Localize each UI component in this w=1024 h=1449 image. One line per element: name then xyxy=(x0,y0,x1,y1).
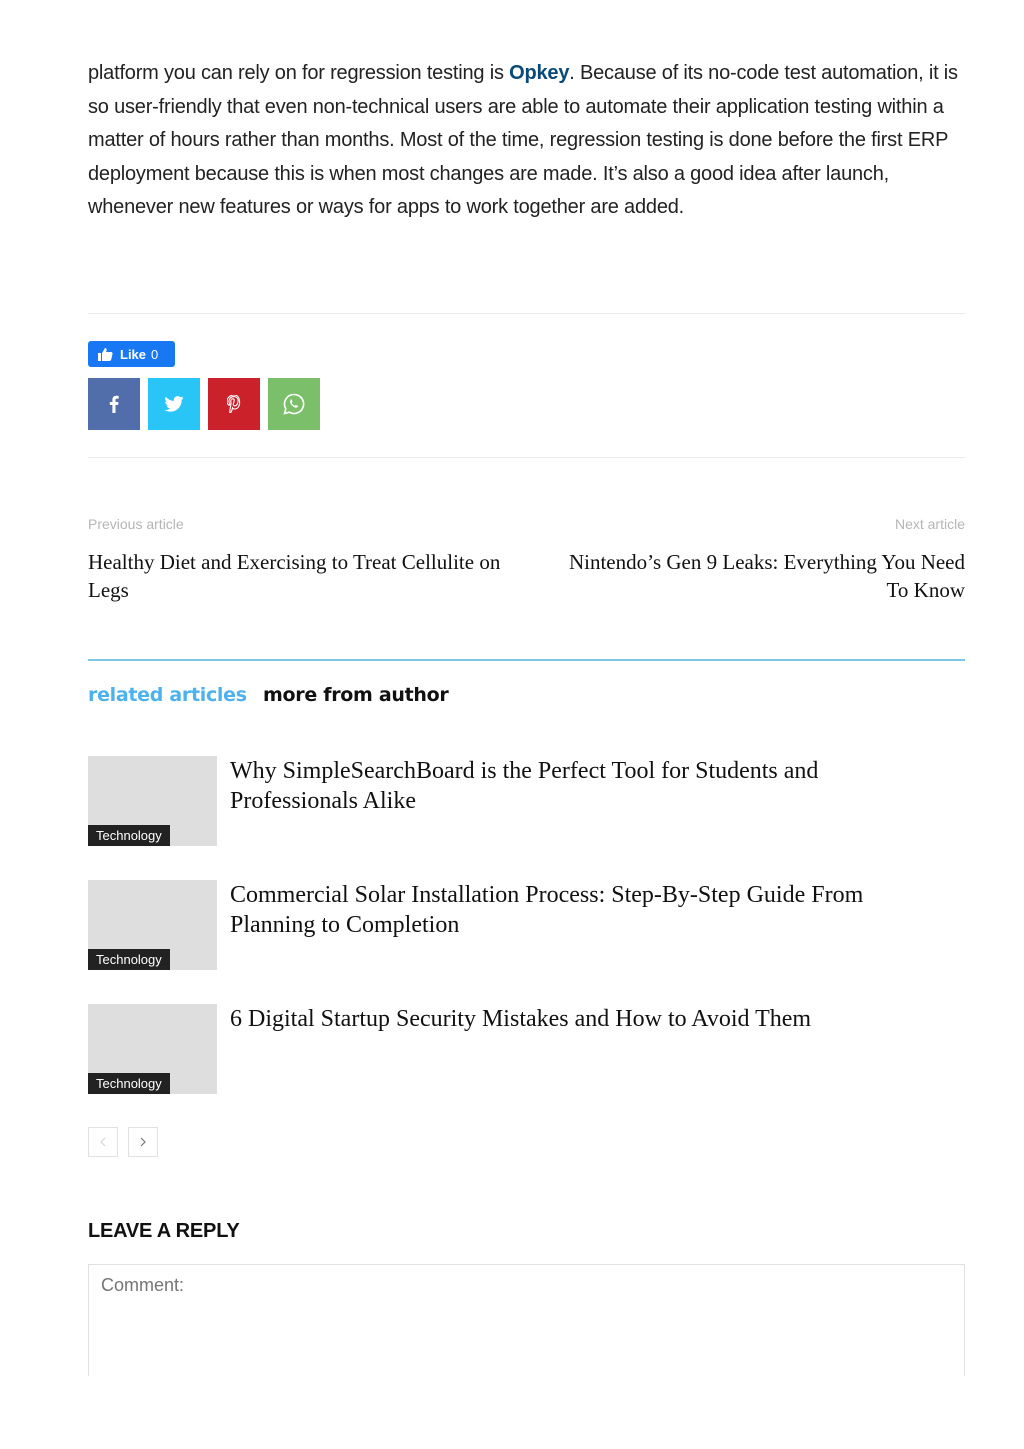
related-article-item[interactable] xyxy=(88,880,965,970)
share-buttons xyxy=(88,378,320,430)
like-label: Like xyxy=(120,346,147,362)
related-article-item[interactable] xyxy=(88,1004,965,1094)
opkey-link[interactable]: Opkey xyxy=(509,62,570,84)
twitter-icon xyxy=(164,396,184,412)
previous-article-link[interactable]: Healthy Diet and Exercising to Treat Cellulite on Legs xyxy=(88,550,501,602)
share-facebook-button[interactable] xyxy=(88,378,140,430)
category-badge[interactable]: Technology xyxy=(88,949,170,970)
chevron-left-icon xyxy=(99,1137,107,1147)
divider-bottom xyxy=(88,457,965,458)
divider-top xyxy=(88,313,965,314)
tab-related-articles[interactable]: related articles xyxy=(88,684,247,706)
pager-prev-button[interactable] xyxy=(88,1127,118,1157)
next-article-link[interactable]: Nintendo’s Gen 9 Leaks: Everything You Need To Know xyxy=(568,550,965,602)
related-pager xyxy=(88,1127,158,1157)
related-divider xyxy=(88,659,965,661)
share-pinterest-button[interactable] xyxy=(208,378,260,430)
related-article-title[interactable]: Commercial Solar Installation Process: Step-By-Step Guide From Planning to Completion xyxy=(230,882,864,938)
article-thumbnail[interactable] xyxy=(88,880,217,970)
facebook-like-button[interactable] xyxy=(88,341,175,367)
article-paragraph xyxy=(88,57,965,225)
category-badge[interactable]: Technology xyxy=(88,825,170,846)
comment-textarea[interactable] xyxy=(88,1264,965,1376)
tab-more-from-author[interactable]: more from author xyxy=(263,684,449,706)
related-article-title[interactable]: Why SimpleSearchBoard is the Perfect Tool for Students and Professionals Alike xyxy=(230,758,819,814)
previous-article-label: Previous article xyxy=(88,516,184,532)
next-article-label: Next article xyxy=(894,516,965,532)
pinterest-icon xyxy=(227,395,241,413)
whatsapp-icon xyxy=(283,393,305,415)
share-whatsapp-button[interactable] xyxy=(268,378,320,430)
chevron-right-icon xyxy=(139,1137,147,1147)
category-badge[interactable]: Technology xyxy=(88,1073,170,1094)
article-thumbnail[interactable] xyxy=(88,756,217,846)
article-thumbnail[interactable] xyxy=(88,1004,217,1094)
like-count: 0 xyxy=(151,346,159,362)
paragraph-text-start: platform you can rely on for regression testing is xyxy=(88,62,510,84)
pager-next-button[interactable] xyxy=(128,1127,158,1157)
thumbs-up-icon xyxy=(98,347,114,361)
share-twitter-button[interactable] xyxy=(148,378,200,430)
related-article-title[interactable]: 6 Digital Startup Security Mistakes and How to Avoid Them xyxy=(230,1006,812,1032)
related-article-item[interactable] xyxy=(88,756,965,846)
paragraph-text-end: . Because of its no-code test automation, it is so user-friendly that even non-technical users are able to automate their application testing within a matter of hours rather than months. Most of the time, regression testing is done before the first ERP deployment because this is when most changes are made. It’s also a good idea after launch, whenever new features or ways for apps to work together are added. xyxy=(88,62,958,219)
leave-reply-heading: LEAVE A REPLY xyxy=(88,1220,240,1242)
facebook-icon xyxy=(109,395,119,413)
